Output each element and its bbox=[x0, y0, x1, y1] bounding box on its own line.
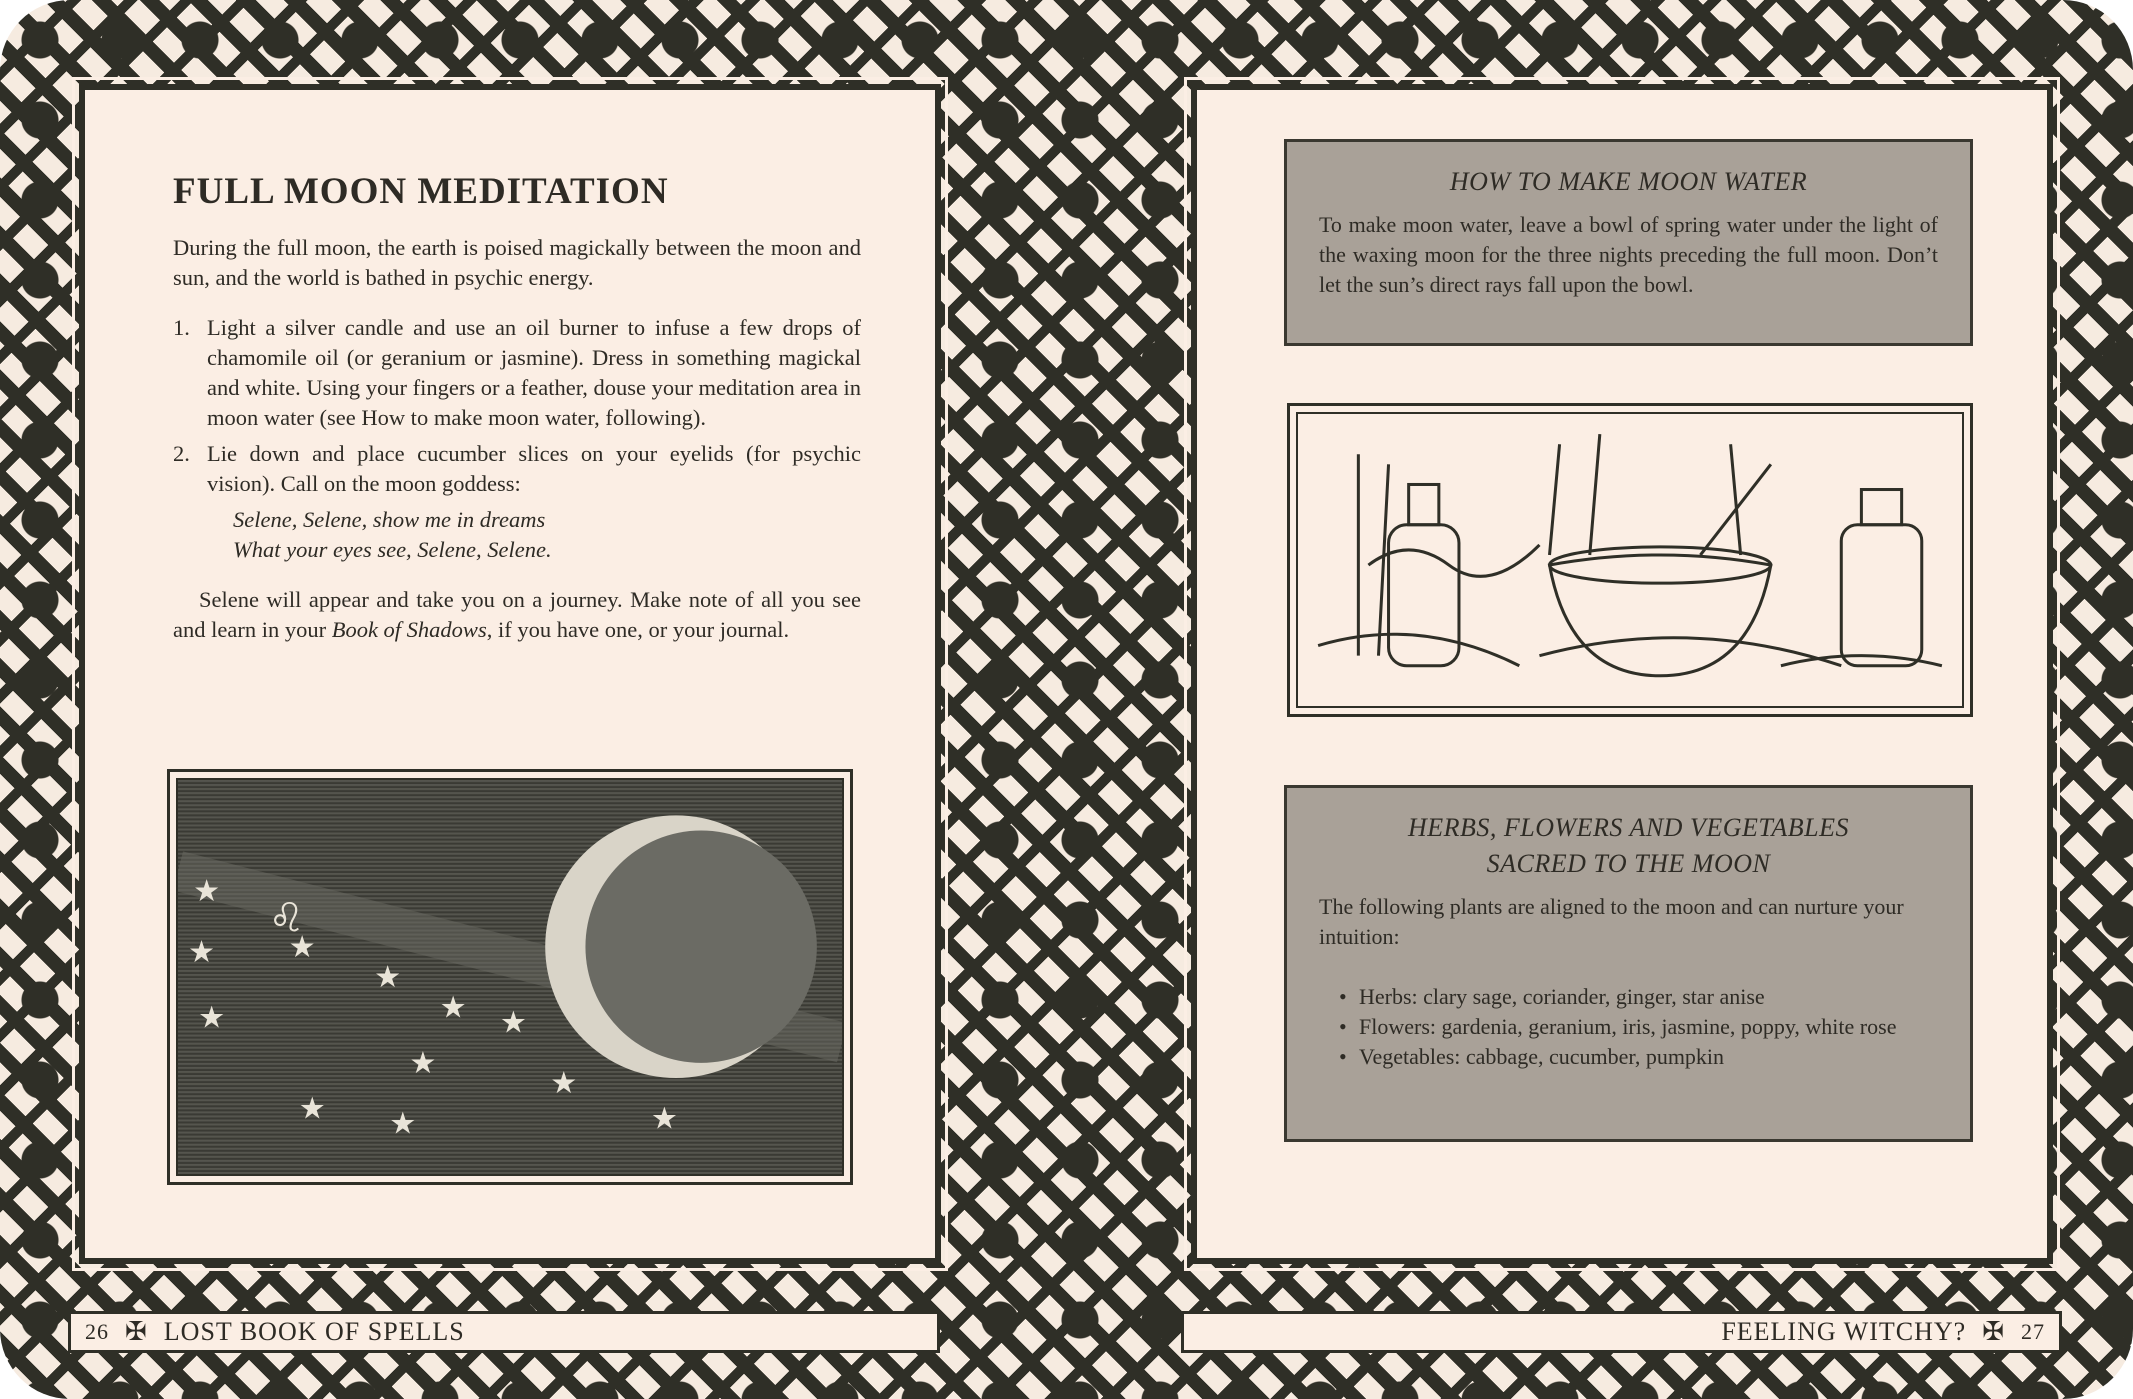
verse-line: What your eyes see, Selene, Selene. bbox=[233, 537, 552, 562]
page-number: 26 bbox=[85, 1319, 109, 1344]
svg-text:★: ★ bbox=[389, 1106, 417, 1142]
closing-text: Selene will appear and take you on a journey. Make note of all you see and learn in your bbox=[173, 587, 861, 642]
step-number: 1. bbox=[173, 315, 190, 340]
sacred-plants-intro: The following plants are aligned to the moon and can nurture your intuition: bbox=[1319, 894, 1904, 949]
left-body bbox=[173, 233, 861, 645]
svg-text:★: ★ bbox=[193, 874, 221, 910]
sacred-plants-heading bbox=[1319, 810, 1938, 882]
svg-text:★: ★ bbox=[288, 929, 316, 965]
svg-text:★: ★ bbox=[374, 960, 402, 996]
svg-text:★: ★ bbox=[409, 1045, 437, 1081]
step-text: Lie down and place cucumber slices on your eyelids (for psychic vision). Call on the moon goddess: bbox=[207, 441, 861, 496]
svg-text:★: ★ bbox=[298, 1091, 326, 1127]
svg-text:★: ★ bbox=[499, 1005, 527, 1041]
closing-paragraph bbox=[173, 585, 861, 645]
moon-water-heading: HOW TO MAKE MOON WATER bbox=[1449, 167, 1808, 196]
herbs-illustration bbox=[1287, 403, 1973, 717]
plant-list bbox=[1339, 982, 1938, 1072]
intro-paragraph: During the full moon, the earth is poised magickally between the moon and sun, and the world is bathed in psychic energy. bbox=[173, 235, 861, 290]
book-title: Book of Shadows bbox=[331, 617, 487, 642]
step-item bbox=[173, 439, 861, 565]
steps-list bbox=[173, 313, 861, 565]
heading-line: SACRED TO THE MOON bbox=[1486, 849, 1771, 878]
step-number: 2. bbox=[173, 441, 190, 466]
moon-water-box bbox=[1284, 139, 1973, 346]
svg-text:★: ★ bbox=[198, 1000, 226, 1036]
plant-list-item: • Vegetables: cabbage, cucumber, pumpkin bbox=[1339, 1042, 1938, 1072]
step-item bbox=[173, 313, 861, 433]
moon-water-text: To make moon water, leave a bowl of spring water under the light of the waxing moon for the three nights preceding the full moon. Don’t let the sun’s direct rays fall upon the bowl. bbox=[1319, 212, 1938, 297]
right-footer bbox=[1181, 1311, 2062, 1353]
step-text: Light a silver candle and use an oil burner to infuse a few drops of chamomile oil (or geranium or jasmine). Dress in something magickal and white. Using your fingers or a feather, douse your meditation area in moon water (see How to make moon water, following). bbox=[207, 315, 861, 430]
cross-ornament-icon: ✠ bbox=[1982, 1317, 2005, 1346]
plant-list-item: • Flowers: gardenia, geranium, iris, jasmine, poppy, white rose bbox=[1339, 1012, 1938, 1042]
left-page bbox=[79, 84, 941, 1264]
svg-text:★: ★ bbox=[550, 1066, 578, 1102]
sacred-plants-box bbox=[1284, 785, 1973, 1142]
left-footer bbox=[68, 1311, 940, 1353]
svg-text:★: ★ bbox=[650, 1101, 678, 1137]
svg-text:♌: ♌ bbox=[268, 894, 305, 942]
page-number: 27 bbox=[2021, 1319, 2045, 1344]
closing-text: , if you have one, or your journal. bbox=[486, 617, 790, 642]
running-title: LOST BOOK OF SPELLS bbox=[163, 1317, 465, 1346]
running-title: FEELING WITCHY? bbox=[1721, 1317, 1967, 1346]
verse-line: Selene, Selene, show me in dreams bbox=[233, 507, 546, 532]
moon-illustration bbox=[167, 769, 853, 1185]
right-page bbox=[1191, 84, 2053, 1264]
page-title: FULL MOON MEDITATION bbox=[173, 171, 669, 212]
svg-text:★: ★ bbox=[188, 934, 216, 970]
svg-text:★: ★ bbox=[439, 990, 467, 1026]
plant-list-item: • Herbs: clary sage, coriander, ginger, star anise bbox=[1339, 982, 1938, 1012]
heading-line: HERBS, FLOWERS AND VEGETABLES bbox=[1407, 813, 1850, 842]
cross-ornament-icon: ✠ bbox=[125, 1317, 148, 1346]
